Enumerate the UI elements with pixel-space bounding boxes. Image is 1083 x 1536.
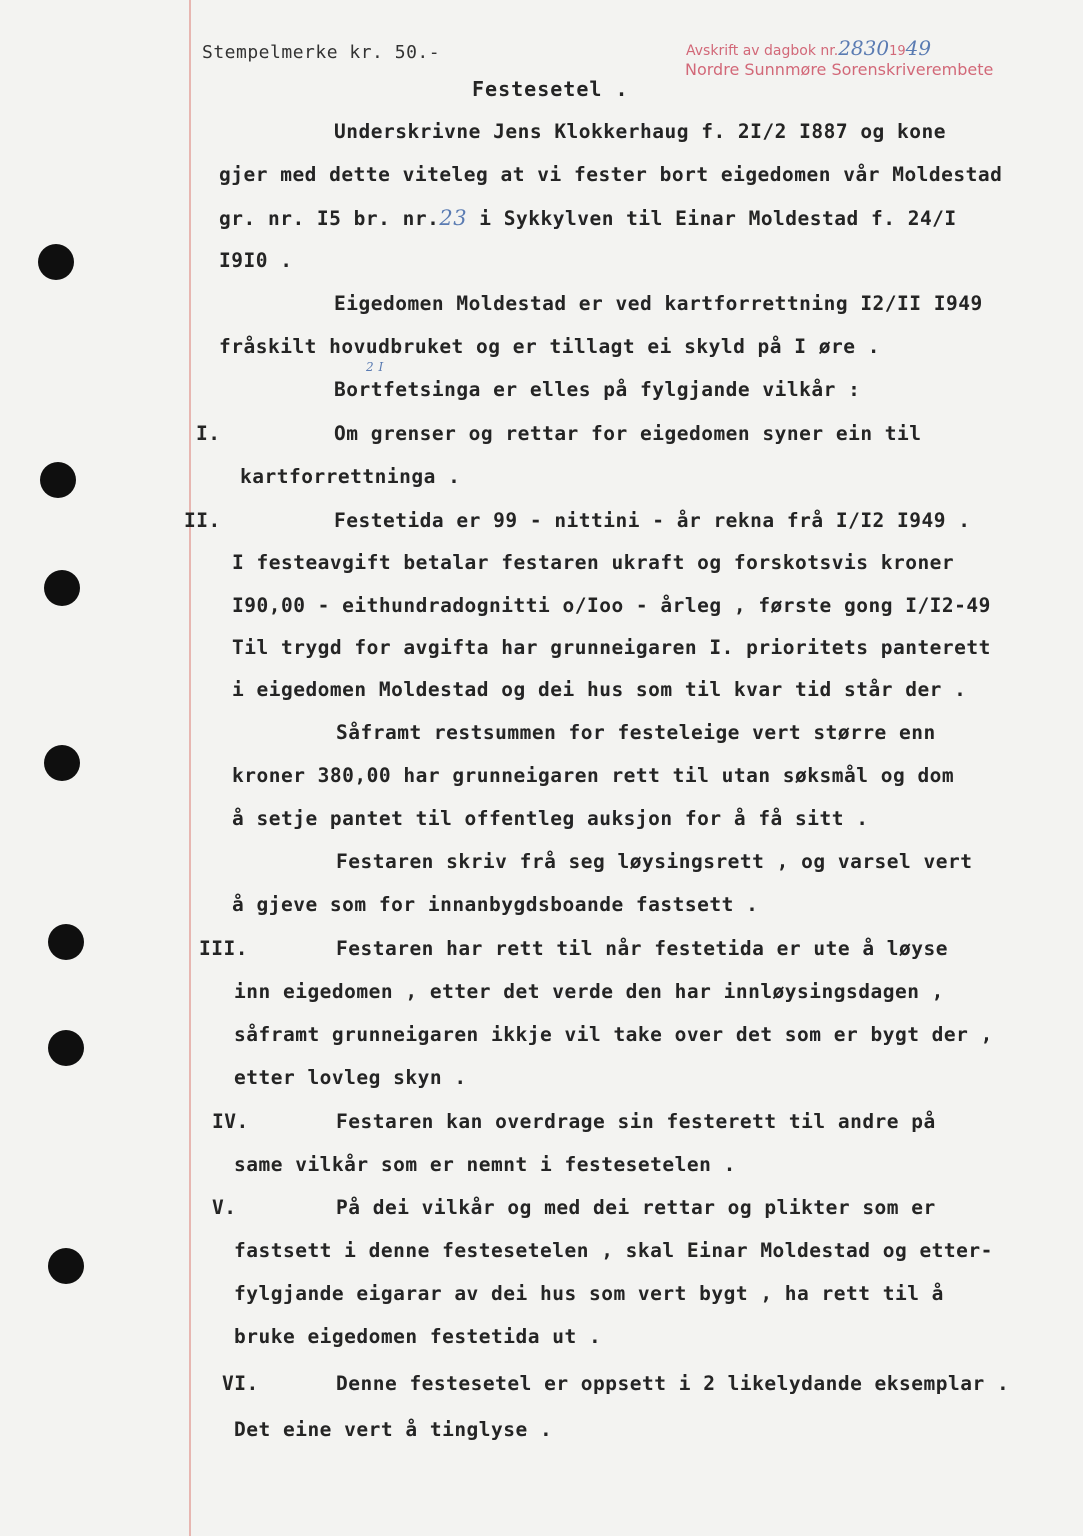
text-line: I90,00 - eithundradognitti o/Ioo - årleg , første gong I/I2-49: [232, 594, 991, 617]
punch-hole: [48, 1030, 84, 1066]
registry-label: Avskrift av dagbok nr.: [686, 43, 839, 59]
section-number: III.: [199, 937, 248, 960]
registry-number: 2830: [838, 36, 890, 60]
text-line: å gjeve som for innanbygdsboande fastsett .: [232, 893, 759, 916]
section-number: IV.: [212, 1110, 249, 1133]
registry-year-prefix: 19: [889, 44, 906, 59]
handwritten-note: 2 I: [366, 360, 384, 374]
section-number: V.: [212, 1196, 237, 1219]
text-line: gjer med dette viteleg at vi fester bort eigedomen vår Moldestad: [219, 163, 1003, 186]
text-line: såframt grunneigaren ikkje vil take over det som er bygt der ,: [234, 1023, 993, 1046]
handwritten-number: 23: [439, 206, 468, 230]
text-line: kroner 380,00 har grunneigaren rett til utan søksmål og dom: [232, 764, 955, 787]
section-number: II.: [184, 509, 221, 532]
text-line: inn eigedomen , etter det verde den har innløysingsdagen ,: [234, 980, 944, 1003]
document-title: Festesetel .: [472, 77, 629, 101]
text-line: Såframt restsummen for festeleige vert større enn: [336, 721, 936, 744]
text-line: å setje pantet til offentleg auksjon for å få sitt .: [232, 807, 869, 830]
text-line: fråskilt hovudbruket og er tillagt ei skyld på I øre .: [219, 335, 880, 358]
text-line: Festetida er 99 - nittini - år rekna frå I/I2 I949 .: [334, 509, 971, 532]
text-line: etter lovleg skyn .: [234, 1066, 467, 1089]
text-line: Om grenser og rettar for eigedomen syner ein til: [334, 422, 922, 445]
registry-stamp-line1: [686, 36, 931, 60]
text-line: fastsett i denne festesetelen , skal Einar Moldestad og etter-: [234, 1239, 993, 1262]
text-line: Bortfetsinga er elles på fylgjande vilkår :: [334, 378, 861, 401]
punch-hole: [44, 745, 80, 781]
text-line: Det eine vert å tinglyse .: [234, 1418, 553, 1441]
text-line: kartforrettninga .: [240, 465, 461, 488]
text-fragment: i Sykkylven til Einar Moldestad f. 24/I: [467, 207, 957, 230]
red-margin-line: [189, 0, 191, 1536]
text-line: fylgjande eigarar av dei hus som vert bygt , ha rett til å: [234, 1282, 944, 1305]
stamp-mark-text: Stempelmerke kr. 50.-: [202, 42, 441, 63]
text-line-gr: [219, 206, 957, 230]
text-line: I festeavgift betalar festaren ukraft og forskotsvis kroner: [232, 551, 955, 574]
text-line: Festaren kan overdrage sin festerett til andre på: [336, 1110, 936, 1133]
text-line: I9I0 .: [219, 249, 293, 272]
punch-hole: [48, 1248, 84, 1284]
text-line: i eigedomen Moldestad og dei hus som til kvar tid står der .: [232, 678, 967, 701]
section-number: I.: [196, 422, 221, 445]
court-name: Nordre Sunnmøre Sorenskriverembete: [685, 60, 994, 79]
text-line: same vilkår som er nemnt i festesetelen .: [234, 1153, 736, 1176]
text-fragment: gr. nr. I5 br. nr.: [219, 207, 440, 230]
punch-hole: [48, 924, 84, 960]
text-line: Festaren har rett til når festetida er ute å løyse: [336, 937, 948, 960]
punch-hole: [44, 570, 80, 606]
punch-hole: [38, 244, 74, 280]
section-number: VI.: [222, 1372, 259, 1395]
text-line: Denne festesetel er oppsett i 2 likelydande eksemplar .: [336, 1372, 1010, 1395]
text-line: På dei vilkår og med dei rettar og plikter som er: [336, 1196, 936, 1219]
punch-hole: [40, 462, 76, 498]
text-line: Eigedomen Moldestad er ved kartforrettning I2/II I949: [334, 292, 983, 315]
registry-year: 49: [905, 36, 932, 60]
text-line: bruke eigedomen festetida ut .: [234, 1325, 602, 1348]
text-line: Til trygd for avgifta har grunneigaren I. prioritets panterett: [232, 636, 991, 659]
text-line: Underskrivne Jens Klokkerhaug f. 2I/2 I887 og kone: [334, 120, 946, 143]
text-line: Festaren skriv frå seg løysingsrett , og varsel vert: [336, 850, 973, 873]
